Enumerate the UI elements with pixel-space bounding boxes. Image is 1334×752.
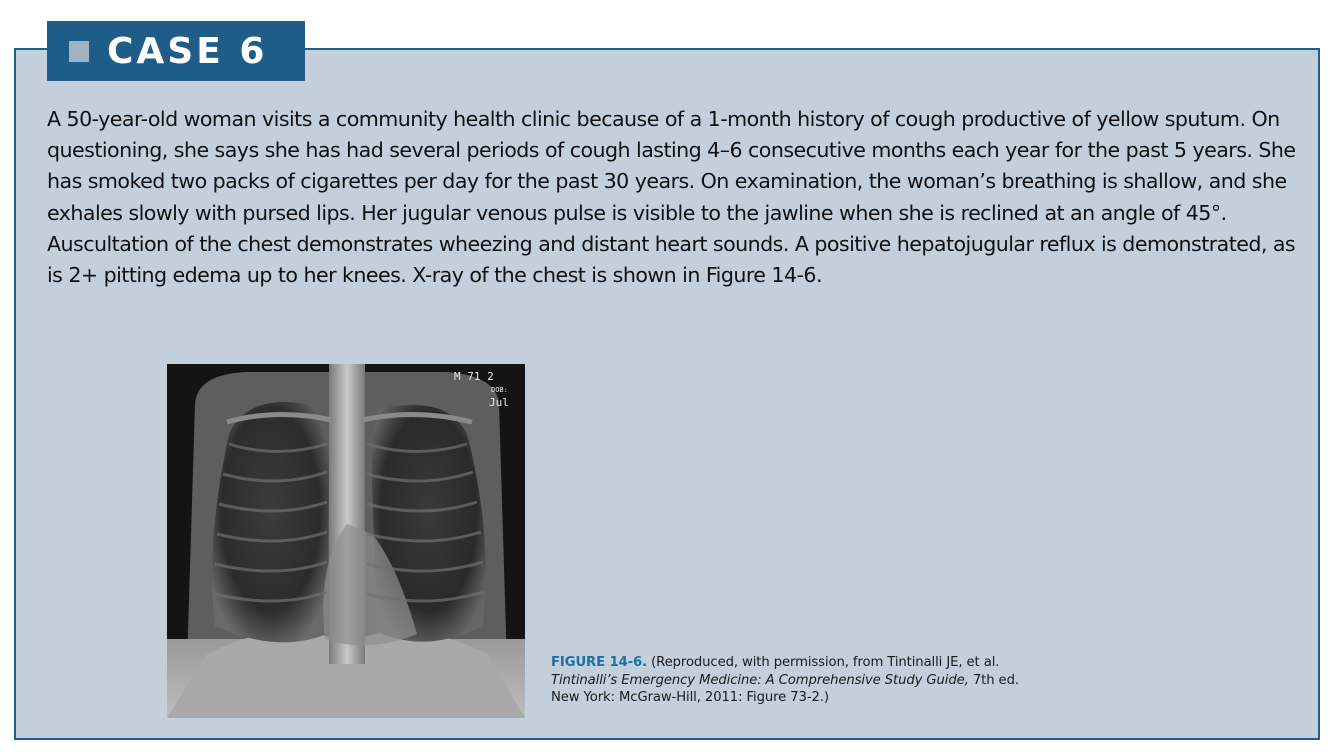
- figure-label: FIGURE 14-6.: [551, 655, 648, 670]
- square-icon: [69, 41, 89, 62]
- figure-caption: [551, 654, 1111, 707]
- caption-book-title: Tintinalli’s Emergency Medicine: A Comprehensive Study Guide,: [551, 672, 969, 688]
- xray-overlay-line1: M 71 2: [454, 370, 494, 383]
- chest-xray-image: [167, 364, 525, 718]
- case-description: A 50-year-old woman visits a community health clinic because of a 1-month history of cough productive of yellow sputum. On questioning, she says she has had several periods of cough lasting 4–6 consecutive months each year for the past 5 years. She has smoked two packs of cigarettes per day for the past 30 years. On examination, the woman’s breathing is shallow, and she exhales slowly with pursed lips. Her jugular venous pulse is visible to the jawline when she is reclined at an angle of 45°. Auscultation of the chest demonstrates wheezing and distant heart sounds. A positive hepatojugular reflux is demonstrated, as is 2+ pitting edema up to her knees. X-ray of the chest is shown in Figure 14-6.: [47, 107, 1296, 288]
- case-title: CASE 6: [107, 30, 268, 72]
- xray-overlay-line2: DOB:: [491, 386, 508, 394]
- caption-part3: New York: McGraw-Hill, 2011: Figure 73-2.): [551, 690, 829, 705]
- xray-overlay-line3: Jul: [489, 396, 509, 409]
- caption-part1: (Reproduced, with permission, from Tintinalli JE, et al.: [647, 655, 1000, 670]
- caption-part2: 7th ed.: [968, 672, 1019, 688]
- case-tab: [47, 21, 305, 81]
